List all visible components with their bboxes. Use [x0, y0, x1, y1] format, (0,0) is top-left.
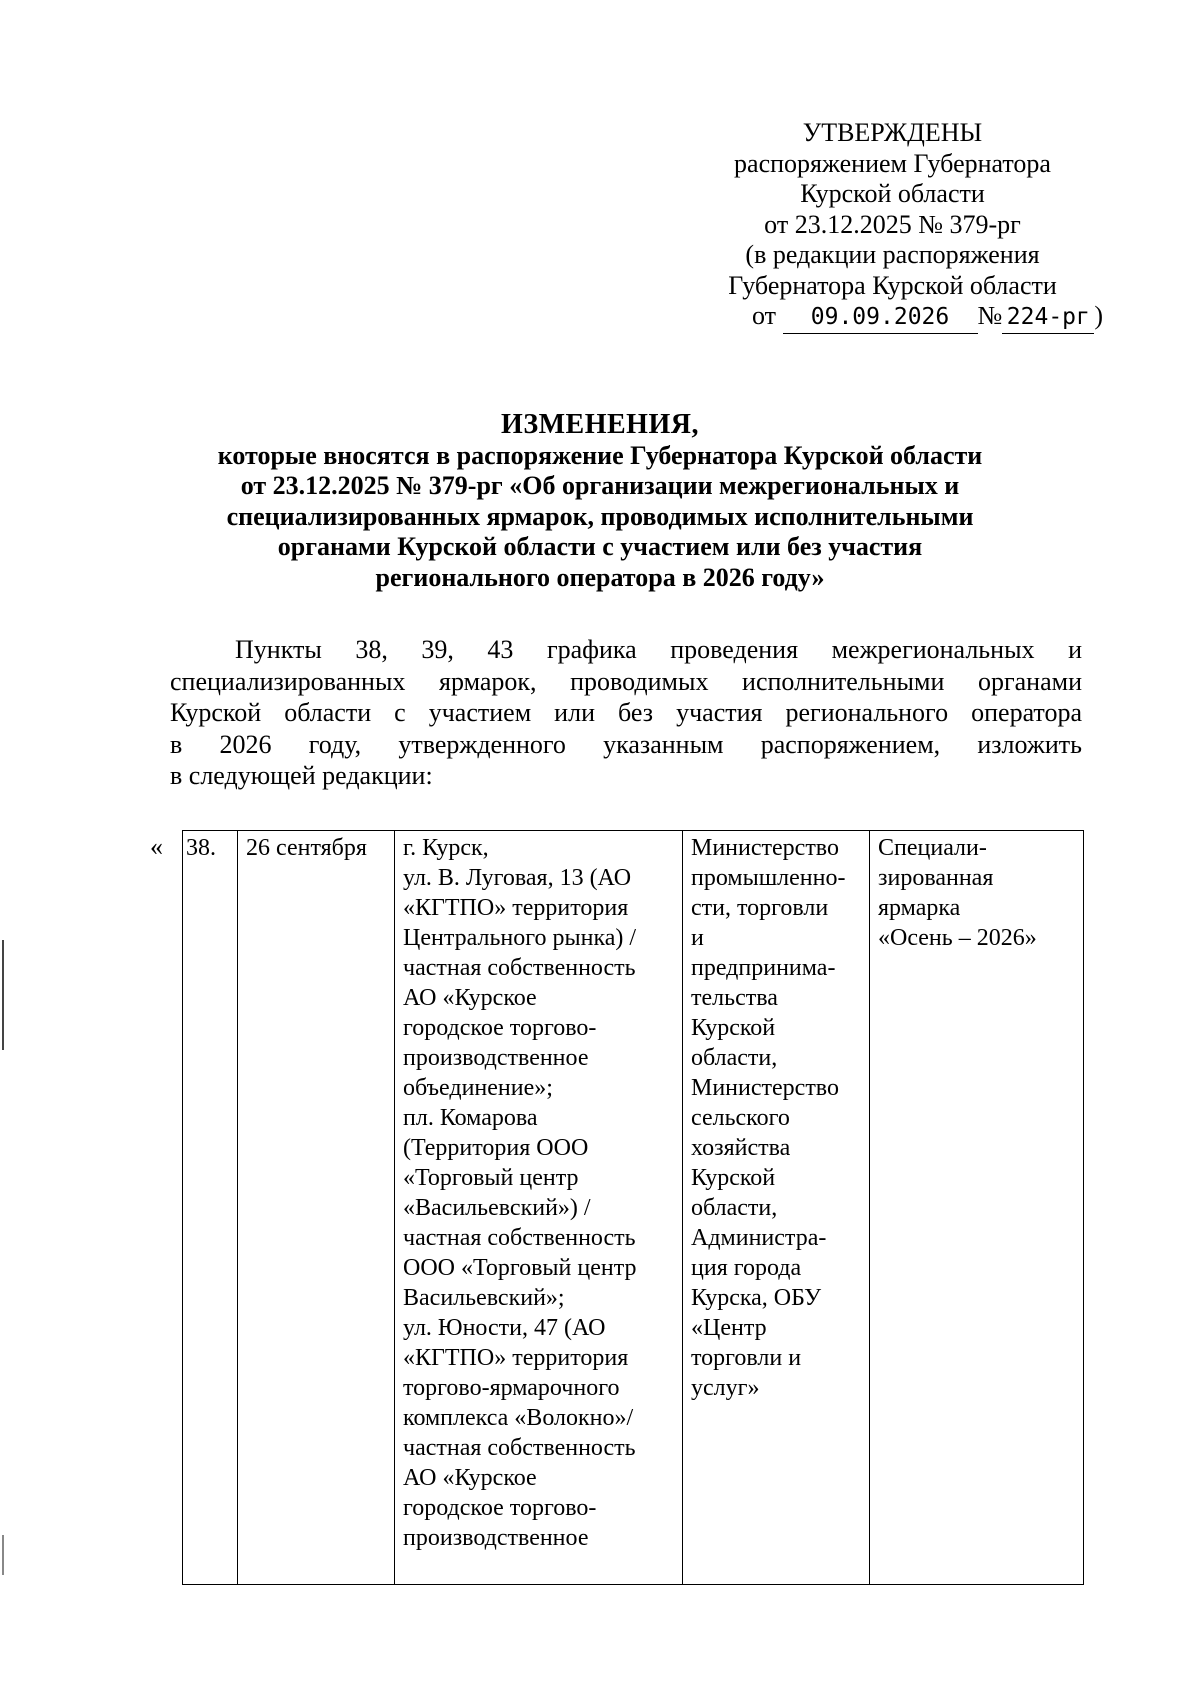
scan-edge-mark [2, 940, 4, 1050]
place-line: торгово-ярмарочного [403, 1375, 620, 1401]
organizer-line: Курска, ОБУ [691, 1285, 822, 1311]
heading-line: регионального оператора в 2026 году» [375, 562, 825, 592]
heading-line: от 23.12.2025 № 379-рг «Об организации межрегиональных и [240, 471, 960, 500]
place-line: г. Курск, [403, 835, 489, 861]
organizer-line: хозяйства [691, 1135, 791, 1161]
approval-line: (в редакции распоряжения [745, 240, 1040, 269]
fair-type-line: Специали- [878, 835, 987, 861]
organizer-line: сти, торговли [691, 895, 829, 921]
table-open-quote: « [150, 832, 163, 861]
place-line: Васильевский»; [403, 1285, 565, 1311]
organizer-line: промышленно- [691, 865, 846, 891]
cell-fair-type [870, 831, 1084, 1585]
place-line: «Васильевский») / [403, 1195, 591, 1221]
fair-type-line: «Осень – 2026» [878, 925, 1037, 951]
scan-edge-mark [2, 1535, 4, 1575]
place-line: городское торгово- [403, 1495, 597, 1521]
revision-date-line [680, 301, 1105, 334]
place-line: частная собственность [403, 1225, 636, 1251]
date-prefix: от [751, 301, 777, 330]
place-line: производственное [403, 1525, 589, 1551]
organizer-line: области, [691, 1045, 778, 1071]
organizer-line: Курской [691, 1015, 776, 1041]
place-line: производственное [403, 1045, 589, 1071]
place-line: объединение»; [403, 1075, 553, 1101]
organizer-line: и [691, 925, 704, 951]
organizer-line: Курской [691, 1165, 776, 1191]
place-line: частная собственность [403, 1435, 636, 1461]
organizer-line: ция города [691, 1255, 802, 1281]
fair-type-line: ярмарка [878, 895, 961, 921]
cell-item-number: 38. [183, 831, 238, 1585]
place-line: комплекса «Волокно»/ [403, 1405, 634, 1431]
place-line: АО «Курское [403, 985, 537, 1011]
place-line: городское торгово- [403, 1015, 597, 1041]
number-prefix: № [977, 301, 1003, 330]
organizer-line: Министерство [691, 835, 839, 861]
paragraph-line: Пункты 38, 39, 43 графика проведения межрегиональных и [235, 635, 1082, 664]
organizer-line: «Центр [691, 1315, 767, 1341]
organizer-line: торговли и [691, 1345, 802, 1371]
revision-date-field: 09.09.2026 [783, 302, 978, 334]
place-line: «КГТПО» территория [403, 895, 629, 921]
paragraph-line: в следующей редакции: [170, 761, 433, 790]
organizer-line: сельского [691, 1105, 790, 1131]
organizer-line: области, [691, 1195, 778, 1221]
schedule-table [182, 830, 1084, 1585]
cell-place [395, 831, 683, 1585]
organizer-line: тельства [691, 985, 778, 1011]
place-line: ул. Юности, 47 (АО [403, 1315, 606, 1341]
approval-line: от 23.12.2025 № 379-рг [764, 209, 1021, 239]
fair-type-line: зированная [878, 865, 994, 891]
heading-line: органами Курской области с участием или без участия [277, 532, 923, 561]
heading-title: ИЗМЕНЕНИЯ, [501, 409, 699, 440]
heading-line: специализированных ярмарок, проводимых исполнительными [226, 501, 974, 531]
place-line: «Торговый центр [403, 1165, 579, 1191]
organizer-line: услуг» [691, 1375, 760, 1401]
body-paragraph [170, 634, 1082, 792]
closing-paren: ) [1094, 301, 1103, 330]
place-line: ООО «Торговый центр [403, 1255, 637, 1281]
document-heading [150, 410, 1050, 593]
organizer-line: Администра- [691, 1225, 827, 1251]
place-line: пл. Комарова [403, 1105, 538, 1131]
revision-number-field: 224-рг [1002, 302, 1094, 334]
paragraph-line: в 2026 году, утвержденного указанным распоряжением, изложить [170, 729, 1082, 759]
organizer-line: Министерство [691, 1075, 839, 1101]
approval-line: Курской области [800, 179, 985, 208]
organizer-line: предпринима- [691, 955, 836, 981]
place-line: АО «Курское [403, 1465, 537, 1491]
place-line: ул. В. Луговая, 13 (АО [403, 865, 632, 891]
approval-line: Губернатора Курской области [728, 270, 1057, 300]
paragraph-line: Курской области с участием или без участия регионального оператора [170, 698, 1082, 727]
table-row [183, 831, 1084, 1585]
approval-line: распоряжением Губернатора [734, 148, 1051, 178]
heading-line: которые вносятся в распоряжение Губернатора Курской области [217, 440, 983, 470]
place-line: «КГТПО» территория [403, 1345, 629, 1371]
place-line: частная собственность [403, 955, 636, 981]
approval-line: УТВЕРЖДЕНЫ [802, 118, 983, 147]
cell-date: 26 сентября [238, 831, 395, 1585]
cell-organizer [683, 831, 870, 1585]
paragraph-line: специализированных ярмарок, проводимых исполнительными органами [170, 666, 1082, 696]
approval-stamp-block [680, 118, 1105, 334]
place-line: (Территория ООО [403, 1135, 589, 1161]
place-line: Центрального рынка) / [403, 925, 637, 951]
